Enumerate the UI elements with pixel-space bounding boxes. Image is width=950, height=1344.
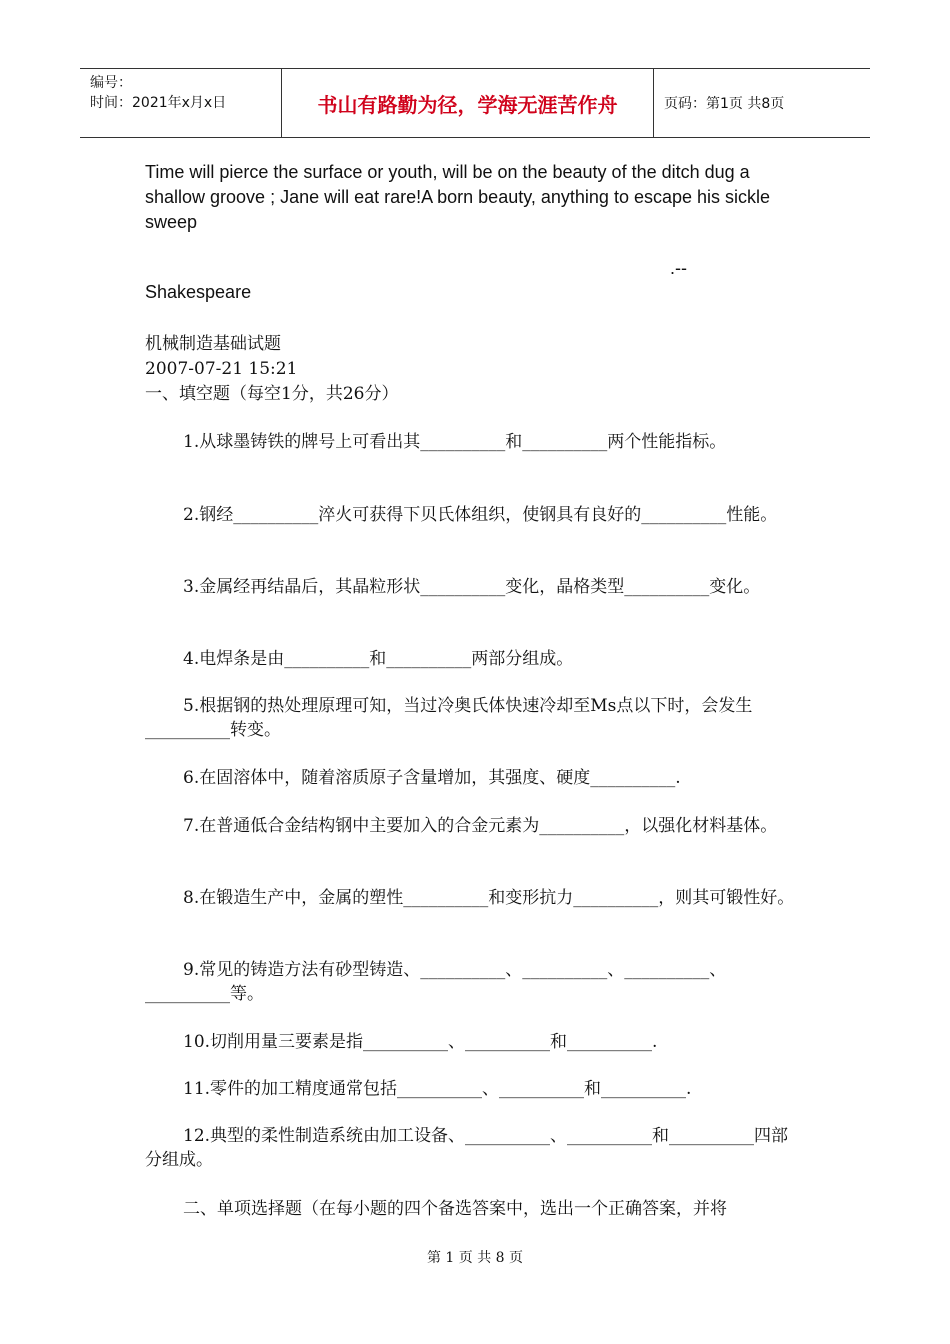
quote-dash: .-- (670, 258, 687, 278)
header-motto: 书山有路勤为径，学海无涯苦作舟 (282, 69, 654, 137)
header-info (80, 69, 282, 137)
question-1: 1.从球墨铸铁的牌号上可看出其__________和__________两个性能指标。 (183, 432, 727, 452)
question-12: 12.典型的柔性制造系统由加工设备、__________、__________和__________四部分组成。 (145, 1126, 789, 1170)
question-3: 3.金属经再结晶后，其晶粒形状__________变化，晶格类型__________变化。 (183, 577, 761, 597)
quote-text: Time will pierce the surface or youth, will be on the beauty of the ditch dug a shallow groove ; Jane will eat rare!A born beauty, anything to escape his sickle sweep (145, 162, 771, 232)
question-9: 9.常见的铸造方法有砂型铸造、__________、__________、__________、__________等。 (145, 960, 727, 1004)
page-header (80, 68, 870, 138)
doc-title: 机械制造基础试题 (145, 334, 281, 354)
doc-number-label: 编号： (90, 75, 132, 91)
doc-time-label: 时间：2021年x月x日 (90, 95, 227, 111)
question-6: 6.在固溶体中，随着溶质原子含量增加，其强度、硬度__________. (183, 768, 681, 788)
question-7: 7.在普通低合金结构钢中主要加入的合金元素为__________，以强化材料基体。 (183, 816, 778, 836)
question-4: 4.电焊条是由__________和__________两部分组成。 (183, 649, 574, 669)
question-10: 10.切削用量三要素是指__________、__________和__________. (183, 1032, 658, 1052)
question-8: 8.在锻造生产中，金属的塑性__________和变形抗力__________，则其可锻性好。 (183, 888, 795, 908)
page-footer: 第 1 页 共 8 页 (426, 1250, 524, 1266)
header-page-info: 页码：第1页 共8页 (664, 96, 785, 112)
question-2: 2.钢经__________淬火可获得下贝氏体组织，使钢具有良好的__________性能。 (183, 505, 778, 525)
question-11: 11.零件的加工精度通常包括__________、__________和__________. (183, 1079, 692, 1099)
section-1-heading: 一、填空题（每空1分，共26分） (145, 384, 399, 404)
doc-datetime: 2007-07-21 15:21 (145, 359, 298, 379)
question-5: 5.根据钢的热处理原理可知，当过冷奥氏体快速冷却至Ms点以下时，会发生__________转变。 (145, 696, 753, 740)
section-2-heading: 二、单项选择题（在每小题的四个备选答案中，选出一个正确答案，并将 (183, 1199, 727, 1219)
quote-author: Shakespeare (145, 282, 252, 302)
